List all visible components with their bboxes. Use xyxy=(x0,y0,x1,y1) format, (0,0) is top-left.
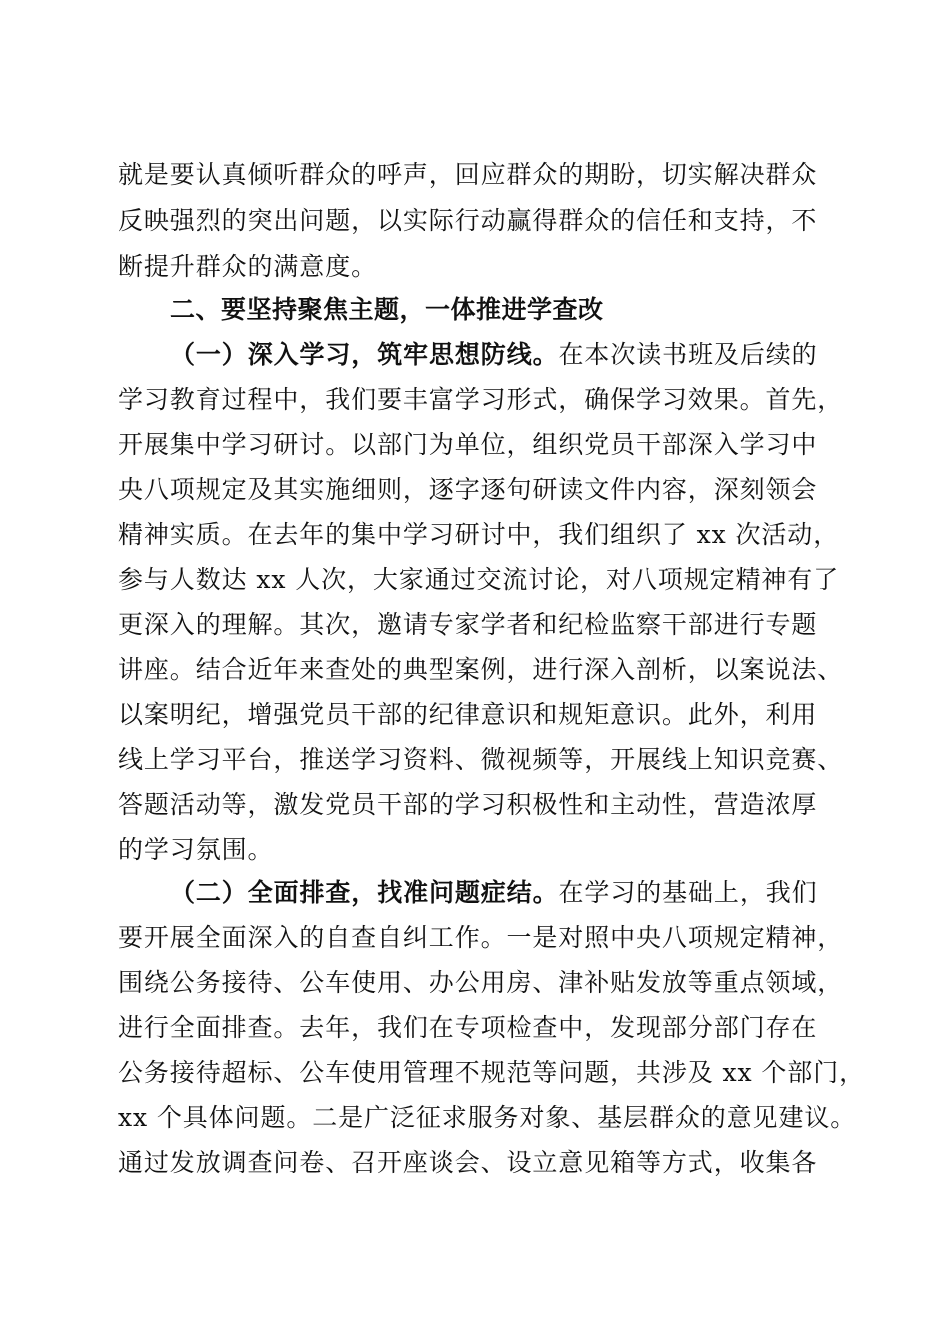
body-text-line: 进行全面排查。去年，我们在专项检查中，发现部分部门存在 xyxy=(118,1013,818,1042)
body-text-line: 开展集中学习研讨。以部门为单位，组织党员干部深入学习中 xyxy=(118,430,818,459)
body-text-line: 要开展全面深入的自查自纠工作。一是对照中央八项规定精神， xyxy=(118,923,844,952)
body-text-line: 讲座。结合近年来查处的典型案例，进行深入剖析，以案说法、 xyxy=(118,655,844,684)
body-text-line: 反映强烈的突出问题，以实际行动赢得群众的信任和支持，不 xyxy=(118,206,818,235)
body-text-run: 在学习的基础上，我们 xyxy=(558,878,818,907)
body-text-line: 公务接待超标、公车使用管理不规范等问题，共涉及 xx 个部门， xyxy=(118,1058,865,1087)
subsection-1-first-line xyxy=(170,340,850,370)
body-text-line: 精神实质。在去年的集中学习研讨中，我们组织了 xx 次活动， xyxy=(118,520,840,549)
subsection-2-first-line xyxy=(170,878,850,908)
body-text-line: xx 个具体问题。二是广泛征求服务对象、基层群众的意见建议。 xyxy=(118,1103,857,1132)
body-text-line: 就是要认真倾听群众的呼声，回应群众的期盼，切实解决群众 xyxy=(118,160,818,189)
body-text-line: 线上学习平台，推送学习资料、微视频等，开展线上知识竞赛、 xyxy=(118,745,844,774)
body-text-line: 围绕公务接待、公车使用、办公用房、津补贴发放等重点领域， xyxy=(118,968,844,997)
section-heading: 二、要坚持聚焦主题，一体推进学查改 xyxy=(170,295,604,324)
body-text-line: 学习教育过程中，我们要丰富学习形式，确保学习效果。首先， xyxy=(118,385,844,414)
body-text-line: 更深入的理解。其次，邀请专家学者和纪检监察干部进行专题 xyxy=(118,610,818,639)
body-text-line: 参与人数达 xx 人次，大家通过交流讨论，对八项规定精神有了 xyxy=(118,565,840,594)
subsection-1-title: （一）深入学习，筑牢思想防线。 xyxy=(170,340,559,369)
body-text-line: 以案明纪，增强党员干部的纪律意识和规矩意识。此外，利用 xyxy=(118,700,818,729)
subsection-2-title: （二）全面排查，找准问题症结。 xyxy=(170,878,559,907)
body-text-line: 央八项规定及其实施细则，逐字逐句研读文件内容，深刻领会 xyxy=(118,475,818,504)
body-text-line: 的学习氛围。 xyxy=(118,835,274,864)
body-text-line: 通过发放调查问卷、召开座谈会、设立意见箱等方式，收集各 xyxy=(118,1148,818,1177)
body-text-run: 在本次读书班及后续的 xyxy=(558,340,818,369)
body-text-line: 断提升群众的满意度。 xyxy=(118,252,378,281)
body-text-line: 答题活动等，激发党员干部的学习积极性和主动性，营造浓厚 xyxy=(118,790,818,819)
